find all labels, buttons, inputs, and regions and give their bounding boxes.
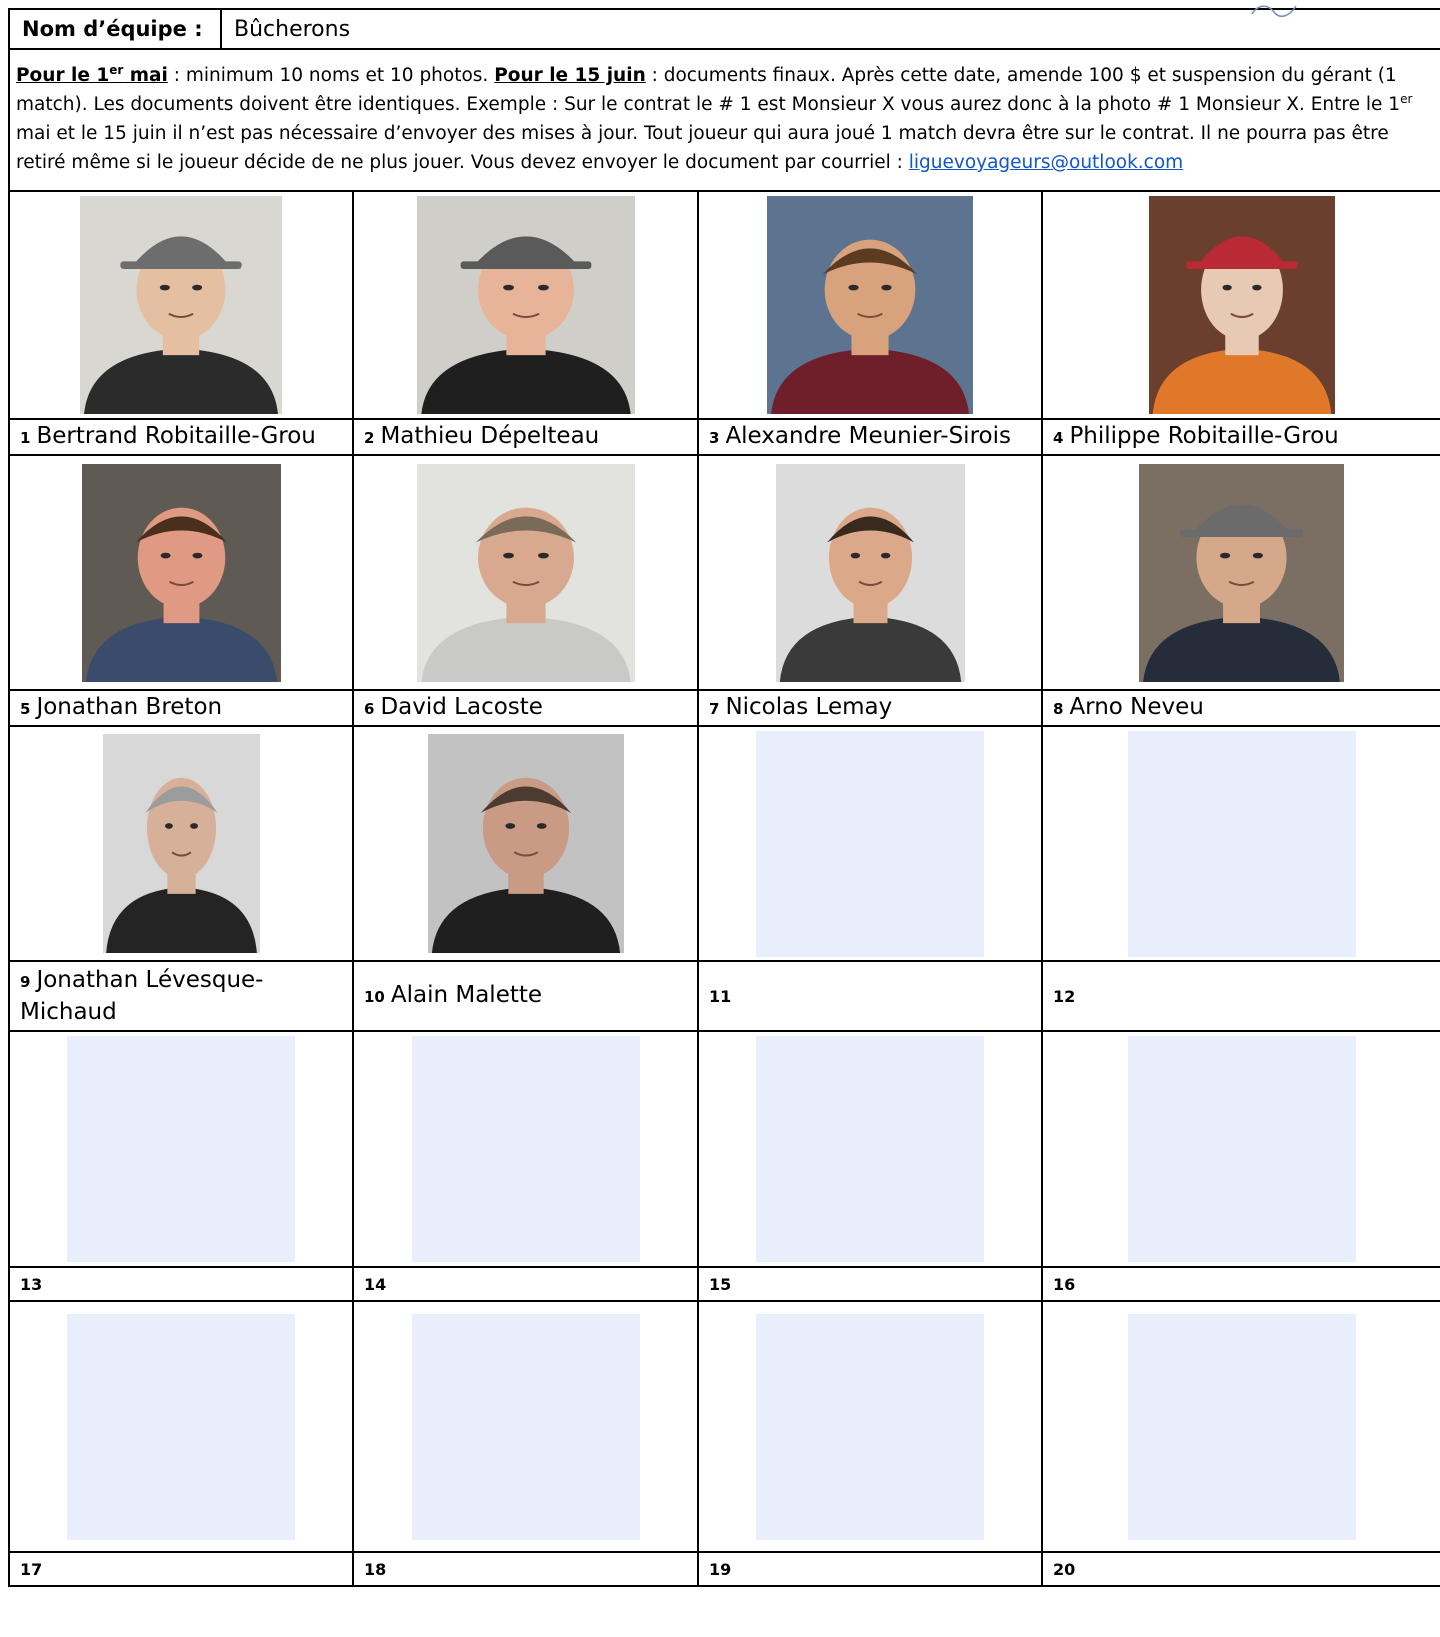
player-name-cell: [353, 1267, 698, 1301]
photo-cell: [698, 1301, 1042, 1552]
player-grid: [8, 190, 1440, 1587]
player-name-cell: [1042, 690, 1440, 726]
player-number: 10: [364, 988, 385, 1006]
player-number: 13: [20, 1275, 43, 1294]
player-photo: [1149, 196, 1335, 414]
player-name: Jonathan Breton: [36, 694, 223, 720]
photo-cell: [353, 1031, 698, 1267]
photo-placeholder: [1128, 1314, 1356, 1540]
player-number: 19: [709, 1560, 732, 1579]
player-photo: [80, 196, 282, 414]
photo-placeholder: [1128, 731, 1356, 957]
instructions-text-c: mai et le 15 juin il n’est pas nécessaire d’envoyer des mises à jour. Tout joueur qui aura joué 1 match devra être sur le contrat. Il ne pourra pas être retiré même si le joueur décide de ne plus jouer. Vous devez envoyer le document par courriel :: [16, 123, 1389, 173]
photo-row: [9, 726, 1440, 961]
name-row: [9, 1552, 1440, 1586]
player-number: 3: [709, 429, 720, 447]
player-name: Arno Neveu: [1069, 694, 1204, 720]
name-row: [9, 961, 1440, 1031]
player-name-cell: [9, 1267, 353, 1301]
player-number: 5: [20, 700, 31, 718]
player-name-cell: [353, 419, 698, 455]
photo-placeholder: [756, 731, 984, 957]
photo-cell: [698, 1031, 1042, 1267]
photo-cell: [1042, 1031, 1440, 1267]
player-photo: [417, 196, 635, 414]
instructions-block: [9, 49, 1440, 191]
logo-fragment-icon: [1244, 2, 1314, 18]
player-number: 8: [1053, 700, 1064, 718]
player-name-cell: [9, 1552, 353, 1586]
player-number: 1: [20, 429, 31, 447]
photo-cell: [1042, 455, 1440, 690]
email-link[interactable]: liguevoyageurs@outlook.com: [908, 152, 1184, 173]
player-name-cell: [9, 690, 353, 726]
player-name-cell: [353, 690, 698, 726]
player-number: 17: [20, 1560, 43, 1579]
player-name: Jonathan Lévesque-Michaud: [20, 967, 264, 1025]
player-name-cell: [698, 1267, 1042, 1301]
player-photo: [776, 464, 965, 682]
deadline-2: Pour le 15 juin: [494, 65, 646, 86]
player-number: 6: [364, 700, 375, 718]
photo-cell: [353, 455, 698, 690]
photo-cell: [9, 191, 353, 419]
player-name-cell: [698, 419, 1042, 455]
photo-row: [9, 191, 1440, 419]
deadline-1: Pour le 1er mai: [16, 62, 168, 86]
photo-cell: [9, 455, 353, 690]
name-row: [9, 690, 1440, 726]
player-name-cell: [1042, 1552, 1440, 1586]
player-name-cell: [353, 1552, 698, 1586]
photo-placeholder: [67, 1314, 295, 1540]
photo-cell: [1042, 1301, 1440, 1552]
player-number: 20: [1053, 1560, 1076, 1579]
photo-cell: [353, 191, 698, 419]
team-name-value: Bûcherons: [221, 9, 1440, 49]
player-number: 4: [1053, 429, 1064, 447]
player-number: 2: [364, 429, 375, 447]
photo-cell: [9, 726, 353, 961]
team-name-label: Nom d’équipe :: [9, 9, 221, 49]
player-number: 12: [1053, 987, 1076, 1006]
player-name-cell: [9, 419, 353, 455]
player-photo: [428, 734, 624, 953]
player-name: Philippe Robitaille-Grou: [1069, 423, 1339, 449]
photo-cell: [1042, 726, 1440, 961]
player-number: 15: [709, 1275, 732, 1294]
photo-cell: [698, 191, 1042, 419]
player-name-cell: [353, 961, 698, 1031]
player-name-cell: [698, 1552, 1042, 1586]
photo-placeholder: [412, 1036, 640, 1262]
player-number: 9: [20, 973, 31, 991]
photo-cell: [9, 1301, 353, 1552]
player-number: 16: [1053, 1275, 1076, 1294]
player-name: Alexandre Meunier-Sirois: [725, 423, 1011, 449]
photo-placeholder: [756, 1036, 984, 1262]
photo-placeholder: [412, 1314, 640, 1540]
player-name: Bertrand Robitaille-Grou: [36, 423, 316, 449]
player-name-cell: [9, 961, 353, 1031]
player-name-cell: [1042, 1267, 1440, 1301]
photo-placeholder: [756, 1314, 984, 1540]
player-number: 14: [364, 1275, 387, 1294]
player-name: Nicolas Lemay: [725, 694, 893, 720]
player-photo: [103, 734, 260, 953]
photo-cell: [698, 726, 1042, 961]
photo-cell: [353, 726, 698, 961]
player-photo: [82, 464, 281, 682]
player-number: 18: [364, 1560, 387, 1579]
player-photo: [1139, 464, 1344, 682]
name-row: [9, 1267, 1440, 1301]
photo-cell: [1042, 191, 1440, 419]
player-number: 11: [709, 987, 732, 1006]
player-name: Alain Malette: [390, 982, 543, 1008]
photo-cell: [353, 1301, 698, 1552]
player-name-cell: [698, 690, 1042, 726]
photo-placeholder: [67, 1036, 295, 1262]
name-row: [9, 419, 1440, 455]
player-number: 7: [709, 700, 720, 718]
photo-row: [9, 455, 1440, 690]
photo-cell: [698, 455, 1042, 690]
player-name: Mathieu Dépelteau: [380, 423, 600, 449]
instructions-text-b-sup: er: [1400, 91, 1413, 106]
player-name-cell: [1042, 419, 1440, 455]
photo-row: [9, 1301, 1440, 1552]
instructions-text-b: : documents finaux. Après cette date, amende 100 $ et suspension du gérant (1 match). Les documents doivent être identiques. Exemple : Sur le contrat le # 1 est Monsieur X vous aurez donc à la photo # 1 Monsieur X. Entre le 1: [16, 65, 1401, 115]
player-name: David Lacoste: [380, 694, 543, 720]
player-name-cell: [1042, 961, 1440, 1031]
photo-cell: [9, 1031, 353, 1267]
roster-table: [8, 8, 1440, 192]
player-name-cell: [698, 961, 1042, 1031]
photo-row: [9, 1031, 1440, 1267]
player-photo: [767, 196, 973, 414]
instructions-text-a: : minimum 10 noms et 10 photos.: [167, 65, 495, 86]
player-photo: [417, 464, 635, 682]
photo-placeholder: [1128, 1036, 1356, 1262]
roster-page: [8, 8, 1440, 1587]
